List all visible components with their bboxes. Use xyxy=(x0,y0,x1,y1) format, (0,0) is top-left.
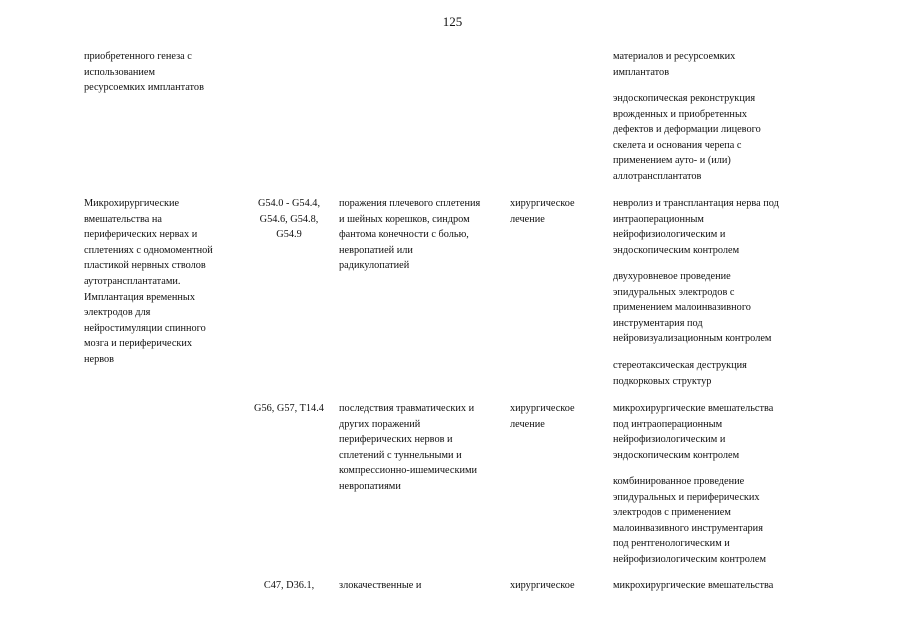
page-number: 125 xyxy=(442,14,463,29)
icd-codes: G54.0 - G54.4, G54.6, G54.8, G54.9 xyxy=(257,198,321,241)
icd-codes: G56, G57, T14.4 xyxy=(254,403,324,414)
treatment-method: микрохирургические вмешательства под интраоперационным нейрофизиологическим и эндоскопическим контролем xyxy=(613,403,774,461)
patient-model: последствия травматических и других поражений периферических нервов и сплетений с туннельными и компрессионно-ишемическими невропатиями xyxy=(339,403,477,492)
treatment-method: микрохирургические вмешательства xyxy=(613,580,774,591)
treatment-method: комбинированное проведение эпидуральных и периферических электродов с применением малоинвазивного инструментария под рентгенологическим и нейрофизиологическим контролем xyxy=(613,476,767,565)
treatment-method: невролиз и трансплантация нерва под интраоперационным нейрофизиологическим и эндоскопическим контролем xyxy=(613,198,779,256)
continued-method-name: приобретенного генеза с использованием ресурсоемких имплантатов xyxy=(84,51,204,94)
continued-method-text-2: эндоскопическая реконструкция врожденных и приобретенных дефектов и деформации лицевого скелета и основания черепа с применением ауто- и (или) аллотрансплантатов xyxy=(613,93,761,182)
treatment-method: двухуровневое проведение эпидуральных электродов с применением малоинвазивного инструментария под нейровизуализационным контролем xyxy=(613,271,772,345)
icd-codes: C47, D36.1, xyxy=(263,580,315,591)
treatment-type: хирургическое xyxy=(510,580,575,591)
continued-method-text: материалов и ресурсоемких имплантатов xyxy=(613,51,736,78)
treatment-type: хирургическое лечение xyxy=(510,403,575,430)
patient-model: злокачественные и xyxy=(339,580,422,591)
method-group-name: Микрохирургические вмешательства на периферических нервах и сплетениях с одномоментной пластикой нервных стволов аутотрансплантатами. Имплантация временных электродов для нейростимуляции спинного мозга и периферических нервов xyxy=(84,198,213,365)
treatment-type: хирургическое лечение xyxy=(510,198,575,225)
patient-model: поражения плечевого сплетения и шейных корешков, синдром фантома конечности с болью, невропатией или радикулопатией xyxy=(339,198,481,272)
treatment-method: стереотаксическая деструкция подкорковых структур xyxy=(613,360,747,387)
